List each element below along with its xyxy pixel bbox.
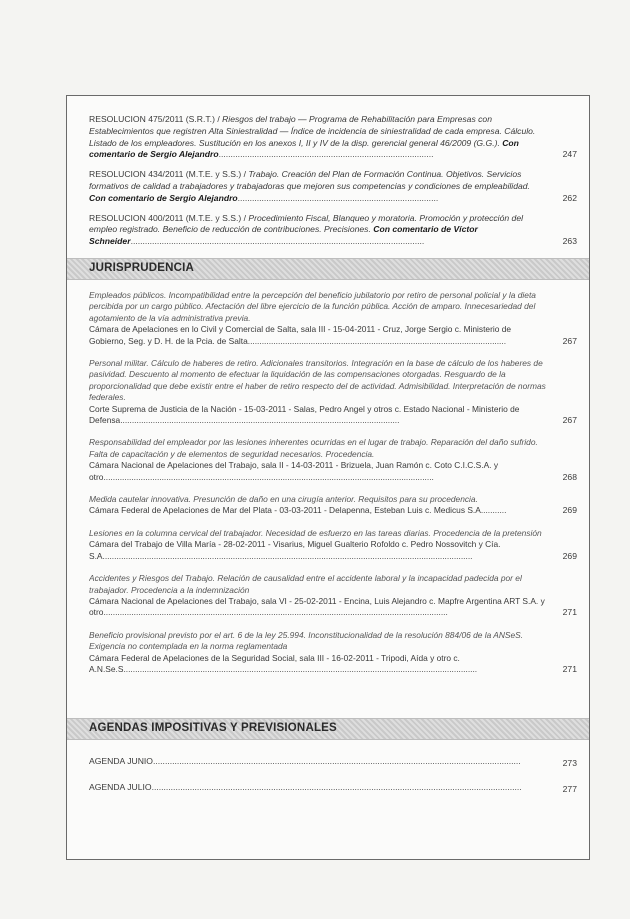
section-title: AGENDAS IMPOSITIVAS Y PREVISIONALES [89,722,337,735]
case-citation: Cámara de Apelaciones en lo Civil y Comercial de Salta, sala III - 15-04-2011 - Cruz, Jorge Sergio c. Ministerio de Gobierno, Seg. y D. H. de la Pcia. de Salta............................................................................................................... [89,324,512,346]
page-number: 271 [562,663,577,674]
section-header-agendas [67,718,589,740]
jurisprudencia-entry [89,630,577,676]
case-citation: Corte Suprema de Justicia de la Nación - 15-03-2011 - Salas, Pedro Angel y otros c. Estado Nacional - Ministerio de Defensa........................................................................................................................ [89,403,520,426]
page-number: 262 [562,192,577,203]
jurisprudencia-entry [89,437,577,483]
case-citation: Cámara Federal de Apelaciones de Mar del Plata - 03-03-2011 - Delapenna, Esteban Luis c. Medicus S.A........... [89,505,507,516]
resolucion-entry: RESOLUCION 400/2011 (M.T.E. y S.S.) / Procedimiento Fiscal, Blanqueo y moratoria. Promoción y protección del empleo registrado. Beneficio de reducción de contribuciones. Precisiones. Con comentario de Víctor Schneider........................................................................................................................... 263 [89,212,577,247]
case-citation: Cámara Nacional de Apelaciones del Trabajo, sala II - 14-03-2011 - Brizuela, Juan Ramón c. Coto C.I.C.S.A. y otro.............................................................................................................................................. [89,460,499,482]
case-citation: Cámara del Trabajo de Villa María - 28-02-2011 - Visarius, Miguel Gualterio Rofoldo c. Pedro Nossovitch y Cía. S.A............................................................................................................................................................... [89,539,501,561]
page-number: 263 [562,236,577,247]
jurisprudencia-entry [89,358,577,426]
jurisprudencia-entry [89,573,577,619]
index-frame [66,95,590,860]
case-summary: Empleados públicos. Incompatibilidad entre la percepción del beneficio jubilatorio por retiro de personal policial y la dieta percibida por un cargo público. Afectación del libre ejercicio de la función pública. Acción de amparo. Innecesariedad del agotamiento de la vía administrativa previa. [89,289,536,323]
case-summary: Responsabilidad del empleador por las lesiones inherentes ocurridas en el lugar de trabajo. Reparación del daño sufrido. Falta de capacitación y de elementos de seguridad necesarios. Procedencia. [89,437,538,459]
page-number: 269 [562,505,577,516]
resolucion-summary: Riesgos del trabajo — Programa de Rehabilitación para Empresas con Establecimientos que registren Alta Siniestralidad — Índice de incidencia de siniestralidad de cada empresa. Cálculo. Listado de los empleadores. Sustitución en los anexos I, II y IV de la disp. gerencial general 46/2009 (G.G.). [89,114,536,148]
case-citation: Cámara Federal de Apelaciones de la Seguridad Social, sala III - 16-02-2011 - Tripodi, Aída y otro c. A.N.Se.S........................................................................................................................................................ [89,652,478,674]
resolucion-number: RESOLUCION 434/2011 (M.T.E. y S.S.) / [89,169,249,180]
jurisprudencia-entry [89,528,577,562]
agenda-entry: AGENDA JULIO........................................................................................................................................................... 277 [89,782,577,795]
resolucion-number: RESOLUCION 400/2011 (M.T.E. y S.S.) / [89,212,249,223]
resolucion-comment: Con comentario de Víctor Schneider [89,224,478,247]
page-number: 267 [562,335,577,346]
resolucion-summary: Procedimiento Fiscal, Blanqueo y moratoria. Promoción y protección del empleo registrado. Beneficio de reducción de contribuciones. Precisiones. [89,212,524,235]
resolucion-number: RESOLUCION 475/2011 (S.R.T.) / [89,114,223,124]
page-number: 247 [562,149,577,160]
case-summary: Accidentes y Riesgos del Trabajo. Relación de causalidad entre el accidente laboral y la incapacidad padecida por el trabajador. Procedencia a la indemnización [89,573,522,595]
case-summary: Lesiones en la columna cervical del trabajador. Necesidad de esfuerzo en las tareas diarias. Procedencia de la pretensión [89,527,542,538]
agenda-label: AGENDA JULIO [89,782,152,793]
case-summary: Personal militar. Cálculo de haberes de retiro. Adicionales transitorios. Integración en la base de cálculo de los haberes de pasividad. Descuento al momento de efectuar la liquidación de las compensaciones otorgadas. Resguardo de la proporcionalidad que debe existir entre el haber de retiro respecto del de actividad. Admisibilidad. Interpretación de normas federales. [89,358,546,403]
resolucion-comment: Con comentario de Sergio Alejandro [89,192,238,203]
case-summary: Beneficio provisional previsto por el art. 6 de la ley 25.994. Inconstitucionalidad de la resolución 884/06 de la ANSeS. Exigencia no contemplada en la norma reglamentada [89,629,524,652]
page-number: 273 [562,758,577,769]
jurisprudencia-entry [89,290,577,347]
resolucion-entry: RESOLUCION 475/2011 (S.R.T.) / Riesgos del trabajo — Programa de Rehabilitación para Empresas con Establecimientos que registren Alta Siniestralidad — Índice de incidencia de siniestralidad de cada empresa. Cálculo. Listado de los empleadores. Sustitución en los anexos I, II y IV de la disp. gerencial general 46/2009 (G.G.). Con comentario de Sergio Alejandro.......................................................................................... 247 [89,114,577,160]
agenda-entry: AGENDA JUNIO.......................................................................................................................................................... 273 [89,756,577,769]
page-number: 268 [562,471,577,482]
section-title: JURISPRUDENCIA [89,261,195,274]
resolucion-entry: RESOLUCION 434/2011 (M.T.E. y S.S.) / Trabajo. Creación del Plan de Formación Continua. Objetivos. Servicios formativos de calidad a trabajadores y trabajadoras que mejoren sus competencias y condiciones de empleabilidad. Con comentario de Sergio Alejandro.................................................................................... 262 [89,169,577,203]
page-number: 277 [562,784,577,795]
section-header-jurisprudencia [67,258,589,280]
page-number: 269 [562,550,577,561]
case-citation: Cámara Nacional de Apelaciones del Trabajo, sala VI - 25-02-2011 - Encina, Luis Alejandro c. Mapfre Argentina ART S.A. y otro.................................................................................................................................................... [89,595,545,618]
index-content [89,114,577,808]
resolucion-summary: Trabajo. Creación del Plan de Formación Continua. Objetivos. Servicios formativos de calidad a trabajadores y trabajadoras que mejoren sus competencias y condiciones de empleabilidad. [89,169,530,191]
agenda-label: AGENDA JUNIO [89,756,153,767]
case-summary: Medida cautelar innovativa. Presunción de daño en una cirugía anterior. Requisitos para su procedencia. [89,494,478,505]
resolucion-comment: Con comentario de Sergio Alejandro [89,137,519,160]
jurisprudencia-entry [89,494,577,517]
page-number: 271 [562,607,577,618]
page-number: 267 [562,415,577,426]
